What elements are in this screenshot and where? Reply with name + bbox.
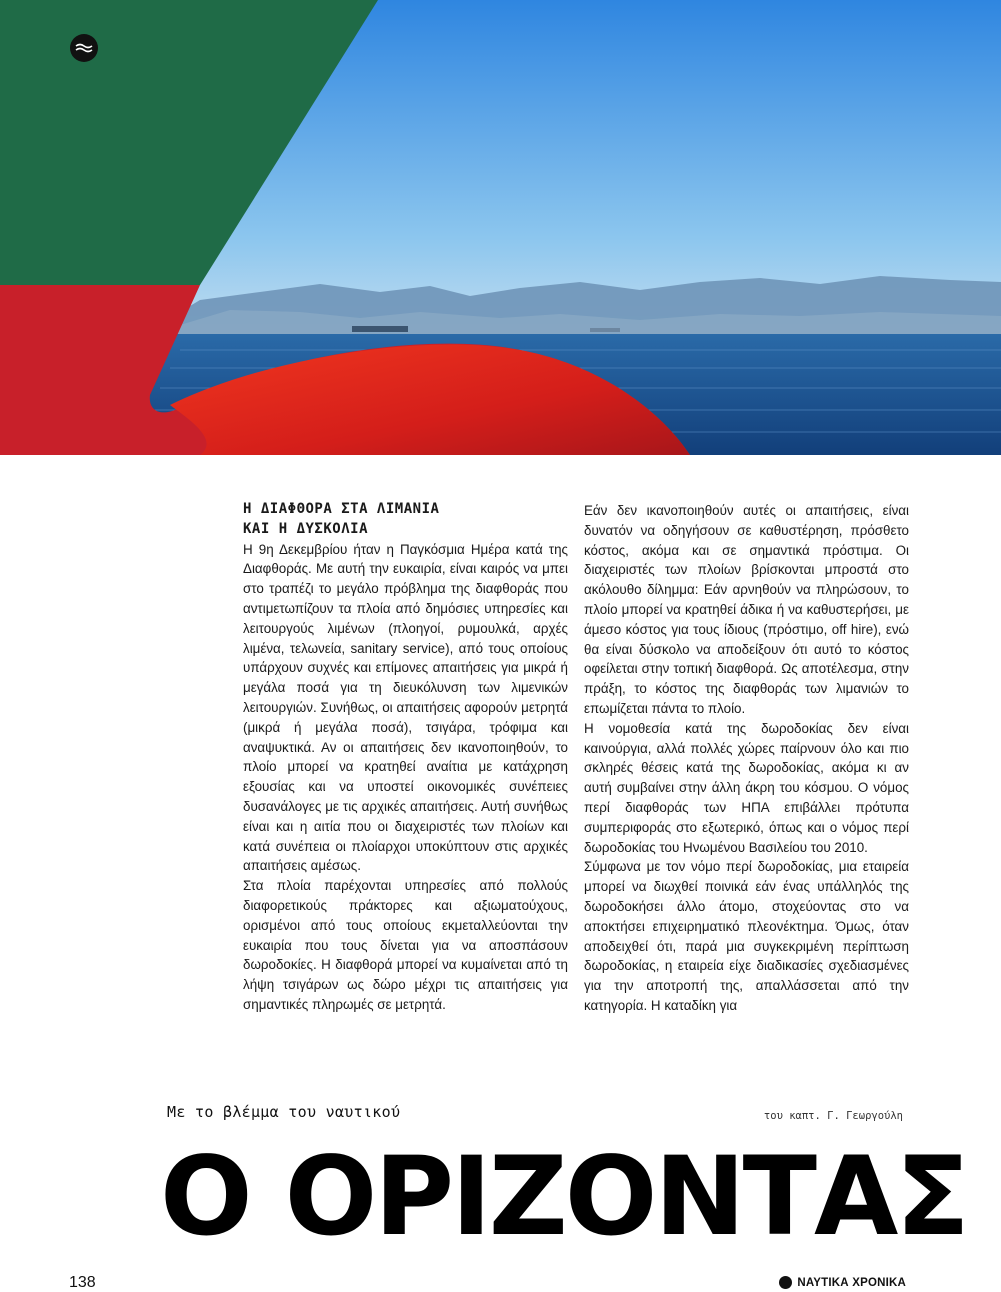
magazine-name: ΝΑΥΤΙΚΑ ΧΡΟΝΙΚΑ — [797, 1276, 906, 1289]
hero-photo — [0, 0, 1001, 455]
distant-ship — [352, 326, 408, 332]
heading-line-2: ΚΑΙ Η ΔΥΣΚΟΛΙΑ — [243, 520, 369, 537]
paragraph: Η νομοθεσία κατά της δωροδοκίας δεν είναι καινούργια, αλλά πολλές χώρες παίρνουν όλο και πιο σκληρές θέσεις κατά της δωροδοκίας, ακόμα κι αν αυτή συμβαίνει στην άλλη άκρη του κόσμου. Ο νόμος περί διαφθοράς των ΗΠΑ επιβάλλει πρότυπα συμπεριφοράς στο εξωτερικό, όπως και ο νόμος περί δωροδοκίας του Ηνωμένου Βασιλείου του 2010. — [584, 720, 909, 855]
article-column-1 — [243, 500, 568, 1015]
article-heading — [243, 500, 568, 540]
paragraph: Στα πλοία παρέχονται υπηρεσίες από πολλούς διαφορετικούς πράκτορες και αξιωματούχους, ορισμένοι από τους οποίους εκμεταλλεύονται την ευκαιρία που τους δίνεται για να αποσπάσουν δωροδοκίες. Η διαφθορά μπορεί να κυμαίνεται από τη λήψη τσιγάρων ως δώρο μέχρι τις απαιτήσεις για σημαντικές πληρωμές σε μετρητά. — [243, 878, 568, 1012]
wave-icon — [70, 34, 98, 62]
distant-ship-2 — [590, 328, 620, 332]
paragraph: Σύμφωνα με τον νόμο περί δωροδοκίας, μια εταιρεία μπορεί να διωχθεί ποινικά εάν ένας υπάλληλός της δωροδοκήσει άλλο άτομο, στοχεύοντας στο να αποκτήσει επιχειρηματικό πλεονέκτημα. Όμως, όταν αποδειχθεί ότι, παρά μια συγκεκριμένη περίπτωση δωροδοκίας, η εταιρεία είχε διαδικασίες σχεδιασμένες για την αποτροπή της, απαλλάσσεται από την κατηγορία. Η καταδίκη για — [584, 859, 909, 1013]
page-number: 138 — [69, 1274, 96, 1291]
ship-bow-sea-illustration — [0, 0, 1001, 455]
column-subtitle: Με το βλέμμα του ναυτικού — [167, 1103, 401, 1121]
column-title: Ο ΟΡΙΖΟΝΤΑΣ — [160, 1133, 967, 1260]
heading-line-1: Η ΔΙΑΦΘΟΡΑ ΣΤΑ ΛΙΜΑΝΙΑ — [243, 501, 440, 517]
magazine-footer — [779, 1276, 906, 1289]
paragraph: Η 9η Δεκεμβρίου ήταν η Παγκόσμια Ημέρα κατά της Διαφθοράς. Με αυτή την ευκαιρία, είναι καιρός να μπει στο τραπέζι το μεγάλο πρόβλημα της διαφθοράς που αντιμετωπίζουν τα πλοία από δημόσιες υπηρεσίες και λειτουργούς λιμένων (πλοηγοί, ρυμουλκά, αρχές λιμένα, τελωνεία, sanitary service), από τους οποίους υπάρχουν συχνές και επίμονες απαιτήσεις για μικρά ή μεγάλα ποσά για τη διευκόλυνση των λιμενικών λειτουργιών. Συνήθως, οι απαιτήσεις αφορούν μετρητά (μικρά ή μεγάλα ποσά), τσιγάρα, τρόφιμα και αναψυκτικά. Αν οι απαιτήσεις δεν ικανοποιηθούν, το πλοίο μπορεί να κρατηθεί αναίτια με κατάχρηση εξουσίας και να υποστεί οικονομικές συνέπειες δυσανάλογες με τις αρχικές απαιτήσεις. Αυτή συνήθως είναι και η αιτία που οι διαχειριστές των πλοίων και κατά συνέπεια οι πλοίαρχοι υποκύπτουν στις αρχικές απαιτήσεις αμέσως. — [243, 541, 568, 874]
article-column-2 — [584, 501, 909, 1016]
byline: του καπτ. Γ. Γεωργούλη — [763, 1110, 903, 1122]
wave-icon — [779, 1276, 792, 1289]
paragraph: Εάν δεν ικανοποιηθούν αυτές οι απαιτήσεις, είναι δυνατόν να οδηγήσουν σε καθυστέρηση, πρόσθετο κόστος, ακόμα και σε σημαντικά πρόστιμα. Οι διαχειριστές των πλοίων βρίσκονται μπροστά στο ακόλουθο δίλημμα: Εάν αρνηθούν να πληρώσουν, το πλοίο μπορεί να κρατηθεί άδικα ή να καθυστερήσει, με άμεσο κόστος για τους ίδιους (πρόστιμο, off hire), ενώ θα είναι δύσκολο να αποδείξουν ότι αυτό το κόστος οφείλεται στην τοπική διαφθορά. Ως αποτέλεσμα, στην πράξη, το κόστος της διαφθοράς των λιμανιών το επωμίζεται πάντα το πλοίο. — [584, 503, 909, 716]
